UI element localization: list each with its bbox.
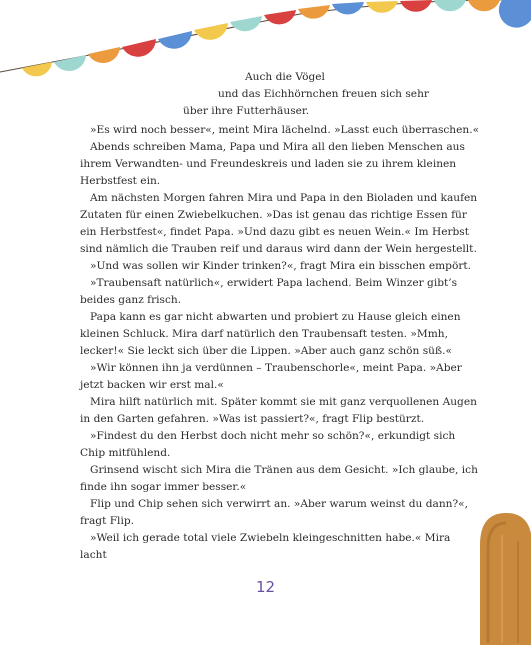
bunting-flag [54, 55, 86, 71]
bunting-flag [468, 0, 500, 11]
paragraph: Am nächsten Morgen fahren Mira und Papa in den Bioladen und kaufen Zutaten für einen Zwiebelkuchen. »Das ist genau das richtige Essen für ein Herbstfest«, findet Papa. »Und dazu gibt es neuen Wein.« Im Herbst sind nämlich die Trauben reif und daraus wird dann der Wein hergestellt. [80, 192, 478, 255]
paragraph: Papa kann es gar nicht abwarten und probiert zu Hause gleich einen kleinen Schluck. Mira darf natürlich den Traubensaft testen. »Mmh, lecker!« Sie leckt sich über die Lippen. »Aber auch ganz schön süß.« [80, 311, 461, 357]
paragraph: Mira hilft natürlich mit. Später kommt sie mit ganz verquollenen Augen in den Garten gefahren. »Was ist passiert?«, fragt Flip bestürzt. [80, 396, 477, 425]
bunting-flag [194, 23, 228, 40]
page-number: 12 [255, 578, 276, 596]
bunting-flag [264, 10, 296, 24]
bunting-flag [122, 39, 156, 57]
paragraph: »Wir können ihn ja verdünnen – Traubenschorle«, meint Papa. »Aber jetzt backen wir erst mal.« [80, 362, 462, 391]
paragraph: »Und was sollen wir Kinder trinken?«, fragt Mira ein bisschen empört. [90, 260, 472, 272]
bunting-flag [88, 47, 120, 63]
bunting-flag [434, 0, 466, 11]
paragraph: Grinsend wischt sich Mira die Tränen aus dem Gesicht. »Ich glaube, ich finde ihn sogar immer besser.« [80, 464, 478, 493]
paragraph: »Findest du den Herbst doch nicht mehr so schön?«, erkundigt sich Chip mitfühlend. [80, 430, 456, 459]
intro-line-1: Auch die Vögel [245, 71, 325, 83]
paragraph: »Es wird noch besser«, meint Mira lächelnd. »Lasst euch überraschen.« [90, 124, 480, 136]
bunting-flags [22, 0, 531, 76]
bunting-flag [298, 5, 330, 19]
intro-line-3: über ihre Futterhäuser. [183, 105, 310, 117]
paragraph: Abends schreiben Mama, Papa und Mira all den lieben Menschen aus ihrem Verwandten- und Freundeskreis und laden sie zu ihrem kleinen Herbstfest ein. [80, 141, 465, 187]
story-text [80, 122, 480, 564]
paragraph: »Traubensaft natürlich«, erwidert Papa lachend. Beim Winzer gibt’s beides ganz frisch. [80, 277, 458, 306]
bunting-flag [22, 62, 52, 76]
bunting-flag [366, 1, 398, 13]
bunting-flag [158, 31, 192, 49]
wooden-object-illustration [472, 505, 531, 645]
bunting-flag [400, 0, 432, 12]
paragraph: Flip und Chip sehen sich verwirrt an. »Aber warum weinst du dann?«, fragt Flip. [80, 498, 469, 527]
paragraph: »Weil ich gerade total viele Zwiebeln kleingeschnitten habe.« Mira lacht [80, 532, 451, 561]
intro-line-2: und das Eichhörnchen freuen sich sehr [218, 88, 429, 100]
bunting-flag [332, 2, 364, 14]
bunting-flag [230, 16, 262, 31]
bunting-flag [499, 0, 531, 28]
